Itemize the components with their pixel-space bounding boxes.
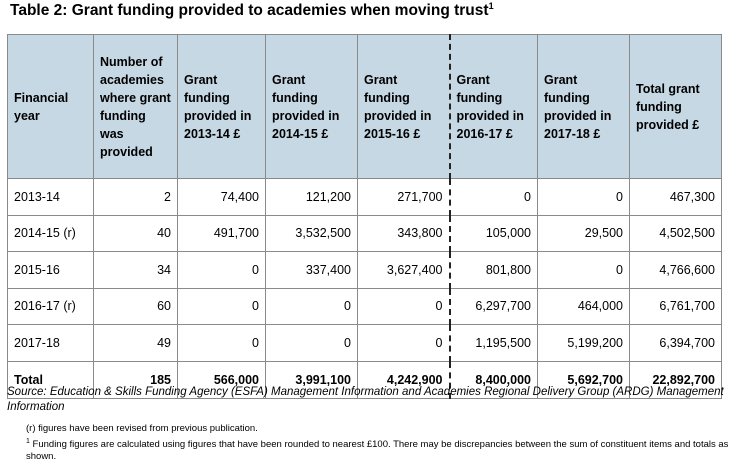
table-cell: 0 bbox=[358, 325, 450, 362]
table-row bbox=[8, 288, 722, 325]
table-cell: 6,297,700 bbox=[450, 288, 538, 325]
table-cell: 3,627,400 bbox=[358, 252, 450, 289]
header-cell: Grant funding provided in 2014-15 £ bbox=[266, 35, 358, 179]
table-cell: 467,300 bbox=[630, 179, 722, 216]
table-cell: 34 bbox=[94, 252, 178, 289]
table-cell: 5,692,700 bbox=[538, 361, 630, 398]
table-cell: 0 bbox=[450, 179, 538, 216]
table-cell: 0 bbox=[178, 252, 266, 289]
table-cell: 4,242,900 bbox=[358, 361, 450, 398]
table-cell: 3,991,100 bbox=[266, 361, 358, 398]
table-cell: 121,200 bbox=[266, 179, 358, 216]
table-cell: 74,400 bbox=[178, 179, 266, 216]
table-cell: 49 bbox=[94, 325, 178, 362]
table-cell: 337,400 bbox=[266, 252, 358, 289]
table-cell: 2 bbox=[94, 179, 178, 216]
table-cell: 2017-18 bbox=[8, 325, 94, 362]
table-cell: 0 bbox=[178, 325, 266, 362]
table-cell: 0 bbox=[266, 288, 358, 325]
table-cell: 8,400,000 bbox=[450, 361, 538, 398]
table-cell: 491,700 bbox=[178, 215, 266, 252]
table-cell: 464,000 bbox=[538, 288, 630, 325]
table-cell: 0 bbox=[178, 288, 266, 325]
title-footnote-marker: 1 bbox=[488, 1, 494, 11]
table-cell: 0 bbox=[266, 325, 358, 362]
table-cell: 271,700 bbox=[358, 179, 450, 216]
funding-footnote bbox=[26, 436, 740, 463]
footnote-marker: 1 bbox=[26, 438, 30, 445]
table-cell: Total bbox=[8, 361, 94, 398]
header-cell: Grant funding provided in 2016-17 £ bbox=[450, 35, 538, 179]
table-cell: 0 bbox=[538, 252, 630, 289]
header-cell: Total grant funding provided £ bbox=[630, 35, 722, 179]
table-cell: 4,502,500 bbox=[630, 215, 722, 252]
header-cell: Grant funding provided in 2015-16 £ bbox=[358, 35, 450, 179]
table-cell: 343,800 bbox=[358, 215, 450, 252]
header-row bbox=[8, 35, 722, 179]
table-cell: 105,000 bbox=[450, 215, 538, 252]
table-cell: 1,195,500 bbox=[450, 325, 538, 362]
header-cell: Grant funding provided in 2013-14 £ bbox=[178, 35, 266, 179]
table-cell: 566,000 bbox=[178, 361, 266, 398]
table-cell: 0 bbox=[358, 288, 450, 325]
table-cell: 185 bbox=[94, 361, 178, 398]
table-cell: 4,766,600 bbox=[630, 252, 722, 289]
table-cell: 6,394,700 bbox=[630, 325, 722, 362]
table-cell: 2016-17 (r) bbox=[8, 288, 94, 325]
table-cell: 5,199,200 bbox=[538, 325, 630, 362]
table-cell: 40 bbox=[94, 215, 178, 252]
table-cell: 60 bbox=[94, 288, 178, 325]
table-cell: 2015-16 bbox=[8, 252, 94, 289]
table-cell: 2013-14 bbox=[8, 179, 94, 216]
table-row bbox=[8, 179, 722, 216]
table-row bbox=[8, 252, 722, 289]
header-cell: Financial year bbox=[8, 35, 94, 179]
revised-note: (r) figures have been revised from previous publication. bbox=[26, 423, 258, 434]
table-cell: 2014-15 (r) bbox=[8, 215, 94, 252]
table-title bbox=[10, 2, 494, 20]
table-title-text: Table 2: Grant funding provided to academies when moving trust bbox=[10, 2, 489, 19]
table-cell: 3,532,500 bbox=[266, 215, 358, 252]
source-note: Source: Education & Skills Funding Agency (ESFA) Management Information and Academies Regional Delivery Group (ARDG) Management Information bbox=[7, 386, 724, 413]
table-cell: 22,892,700 bbox=[630, 361, 722, 398]
header-cell: Number of academies where grant funding was provided bbox=[94, 35, 178, 179]
grant-funding-table bbox=[7, 34, 722, 399]
table-cell: 29,500 bbox=[538, 215, 630, 252]
table-cell: 0 bbox=[538, 179, 630, 216]
table-cell: 801,800 bbox=[450, 252, 538, 289]
header-cell: Grant funding provided in 2017-18 £ bbox=[538, 35, 630, 179]
table-row bbox=[8, 325, 722, 362]
table-row bbox=[8, 215, 722, 252]
table-cell: 6,761,700 bbox=[630, 288, 722, 325]
funding-footnote-text: Funding figures are calculated using figures that have been rounded to nearest £100. There may be discrepancies between the sum of constituent items and totals as shown. bbox=[26, 439, 729, 463]
